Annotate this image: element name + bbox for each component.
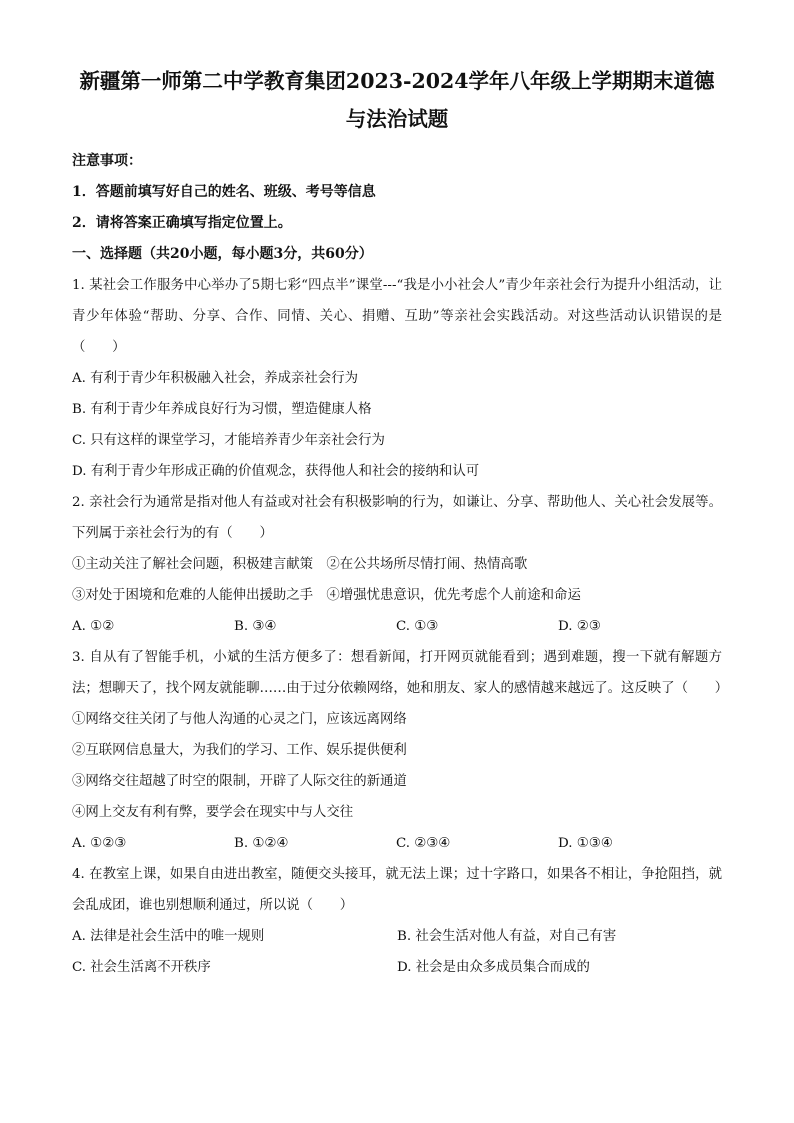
option-a: A. 有利于青少年积极融入社会，养成亲社会行为 bbox=[72, 371, 358, 386]
statement-line: ③对处于困境和危难的人能伸出援助之手 ④增强忧患意识，优先考虑个人前途和命运 bbox=[72, 588, 581, 603]
option-c: C. ②③④ bbox=[396, 836, 451, 851]
option-d: D. ②③ bbox=[558, 619, 601, 634]
exam-title-line2: 与法治试题 bbox=[345, 107, 449, 131]
options-row bbox=[72, 611, 722, 642]
option-a: A. ①②③ bbox=[72, 836, 127, 851]
notice-block bbox=[72, 146, 722, 239]
exam-title-line1: 新疆第一师第二中学教育集团2023-2024学年八年级上学期期末道德 bbox=[79, 69, 715, 93]
option-c: C. ①③ bbox=[396, 619, 439, 634]
question-3 bbox=[72, 642, 729, 859]
option-b: B. ③④ bbox=[234, 619, 277, 634]
section-heading: 一、选择题（共20小题，每小题3分，共60分） bbox=[72, 246, 373, 262]
option-c: C. 只有这样的课堂学习，才能培养青少年亲社会行为 bbox=[72, 433, 385, 448]
options-row bbox=[72, 828, 722, 859]
notice-item: 1．答题前填写好自己的姓名、班级、考号等信息 bbox=[72, 184, 376, 200]
option-d: D. ①③④ bbox=[558, 836, 613, 851]
question-1 bbox=[72, 270, 722, 487]
notice-item: 2．请将答案正确填写指定位置上。 bbox=[72, 215, 292, 231]
question-stem: 4. 在教室上课，如果自由进出教室，随便交头接耳，就无法上课；过十字路口，如果各不相让，争抢阻挡，就会乱成团，谁也别想顺利通过，所以说（ ） bbox=[72, 867, 722, 913]
option-c: C. 社会生活离不开秩序 bbox=[72, 960, 211, 975]
question-stem: 2. 亲社会行为通常是指对他人有益或对社会有积极影响的行为，如谦让、分享、帮助他人、关心社会发展等。下列属于亲社会行为的有（ ） bbox=[72, 495, 722, 541]
option-a: A. 法律是社会生活中的唯一规则 bbox=[72, 929, 265, 944]
statement-line: ①主动关注了解社会问题，积极建言献策 ②在公共场所尽情打闹、热情高歌 bbox=[72, 557, 528, 572]
option-d: D. 有利于青少年形成正确的价值观念，获得他人和社会的接纳和认可 bbox=[72, 464, 480, 479]
question-4 bbox=[72, 859, 722, 983]
statement-line: ③网络交往超越了时空的限制，开辟了人际交往的新通道 bbox=[72, 774, 407, 789]
statement-line: ①网络交往关闭了与他人沟通的心灵之门，应该远离网络 bbox=[72, 712, 407, 727]
question-stem: 1. 某社会工作服务中心举办了5期七彩“四点半”课堂---“我是小小社会人”青少年亲社会行为提升小组活动，让青少年体验“帮助、分享、合作、同情、关心、捐赠、互助”等亲社会实践活动。对这些活动认识错误的是（ ） bbox=[72, 278, 722, 355]
exam-page bbox=[72, 64, 729, 983]
notice-heading: 注意事项： bbox=[72, 153, 142, 169]
options-row bbox=[72, 952, 722, 983]
option-b: B. ①②④ bbox=[234, 836, 289, 851]
options-row bbox=[72, 921, 722, 952]
option-b: B. 社会生活对他人有益，对自己有害 bbox=[397, 929, 617, 944]
question-2 bbox=[72, 487, 722, 642]
exam-title bbox=[72, 64, 722, 136]
question-stem: 3. 自从有了智能手机，小斌的生活方便多了：想看新闻，打开网页就能看到；遇到难题，搜一下就有解题方法；想聊天了，找个网友就能聊……由于过分依赖网络，她和朋友、家人的感情越来越远了。这反映了（ ） bbox=[72, 650, 729, 696]
option-a: A. ①② bbox=[72, 619, 115, 634]
statement-line: ④网上交友有利有弊，要学会在现实中与人交往 bbox=[72, 805, 354, 820]
statement-line: ②互联网信息量大，为我们的学习、工作、娱乐提供便利 bbox=[72, 743, 407, 758]
option-d: D. 社会是由众多成员集合而成的 bbox=[397, 960, 590, 975]
option-b: B. 有利于青少年养成良好行为习惯，塑造健康人格 bbox=[72, 402, 372, 417]
